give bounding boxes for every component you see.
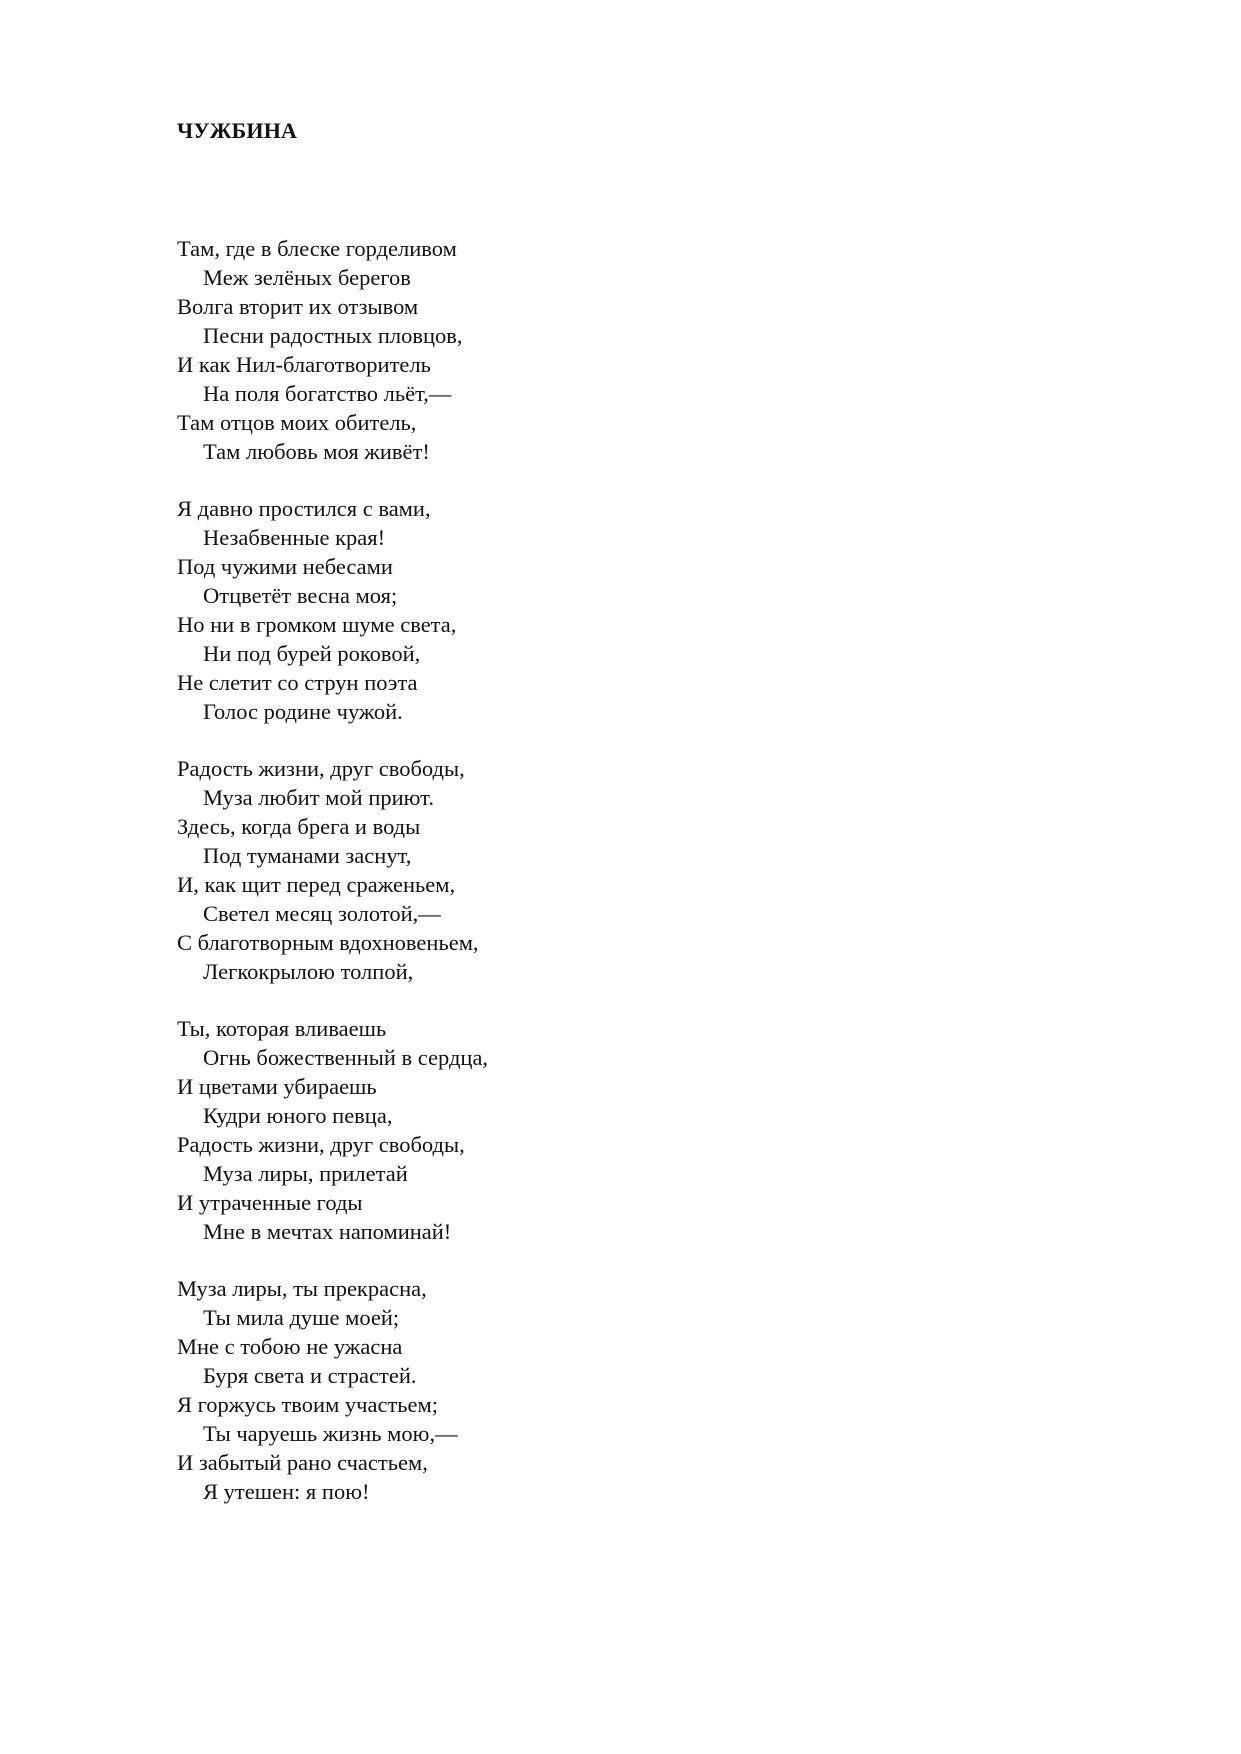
poem-line: Незабвенные края! [203,525,386,550]
poem-title: ЧУЖБИНА [177,118,298,143]
poem-line: Под туманами заснут, [203,843,412,868]
stanza-3 [177,754,877,986]
poem-line: Здесь, когда брега и воды [177,814,421,839]
poem-line: И утраченные годы [177,1190,363,1215]
poem-line: Я горжусь твоим участьем; [177,1392,439,1417]
poem-line: И цветами убираешь [177,1074,377,1099]
poem-line: Легкокрылою толпой, [203,959,414,984]
poem-line: Муза лиры, ты прекрасна, [177,1276,427,1301]
poem-line: Ты, которая вливаешь [177,1016,387,1041]
poem-line: Но ни в громком шуме света, [177,612,457,637]
poem-line: Волга вторит их отзывом [177,294,419,319]
poem-line: Отцветёт весна моя; [203,583,398,608]
poem-line: Радость жизни, друг свободы, [177,1132,465,1157]
poem-line: Там, где в блеске горделивом [177,236,457,261]
poem-line: Под чужими небесами [177,554,393,579]
poem-line: И, как щит перед сраженьем, [177,872,456,897]
poem-line: Не слетит со струн поэта [177,670,418,695]
poem-line: Там отцов моих обитель, [177,410,417,435]
poem-line: Мне в мечтах напоминай! [203,1219,452,1244]
poem-line: С благотворным вдохновеньем, [177,930,479,955]
poem-body [177,234,877,1534]
poem-line: Голос родине чужой. [203,699,403,724]
poem-line: Там любовь моя живёт! [203,439,430,464]
poem-line: Меж зелёных берегов [203,265,411,290]
poem-line: На поля богатство льёт,— [203,381,452,406]
poem-line: Песни радостных пловцов, [203,323,463,348]
poem-line: Ни под бурей роковой, [203,641,421,666]
stanza-4 [177,1014,877,1246]
poem-line: Муза любит мой приют. [203,785,434,810]
stanza-1 [177,234,877,466]
stanza-2 [177,494,877,726]
stanza-5 [177,1274,877,1506]
poem-line: Огнь божественный в сердца, [203,1045,489,1070]
poem-line: Ты мила душе моей; [203,1305,400,1330]
poem-line: Я давно простился с вами, [177,496,431,521]
poem-line: Мне с тобою не ужасна [177,1334,403,1359]
poem-line: Кудри юного певца, [203,1103,393,1128]
poem-line: Муза лиры, прилетай [203,1161,408,1186]
poem-line: Ты чаруешь жизнь мою,— [203,1421,458,1446]
poem-line: Радость жизни, друг свободы, [177,756,465,781]
poem-line: Светел месяц золотой,— [203,901,441,926]
poem-line: И как Нил-благотворитель [177,352,431,377]
poem-line: Я утешен: я пою! [203,1479,370,1504]
poem-line: Буря света и страстей. [203,1363,417,1388]
poem-line: И забытый рано счастьем, [177,1450,428,1475]
